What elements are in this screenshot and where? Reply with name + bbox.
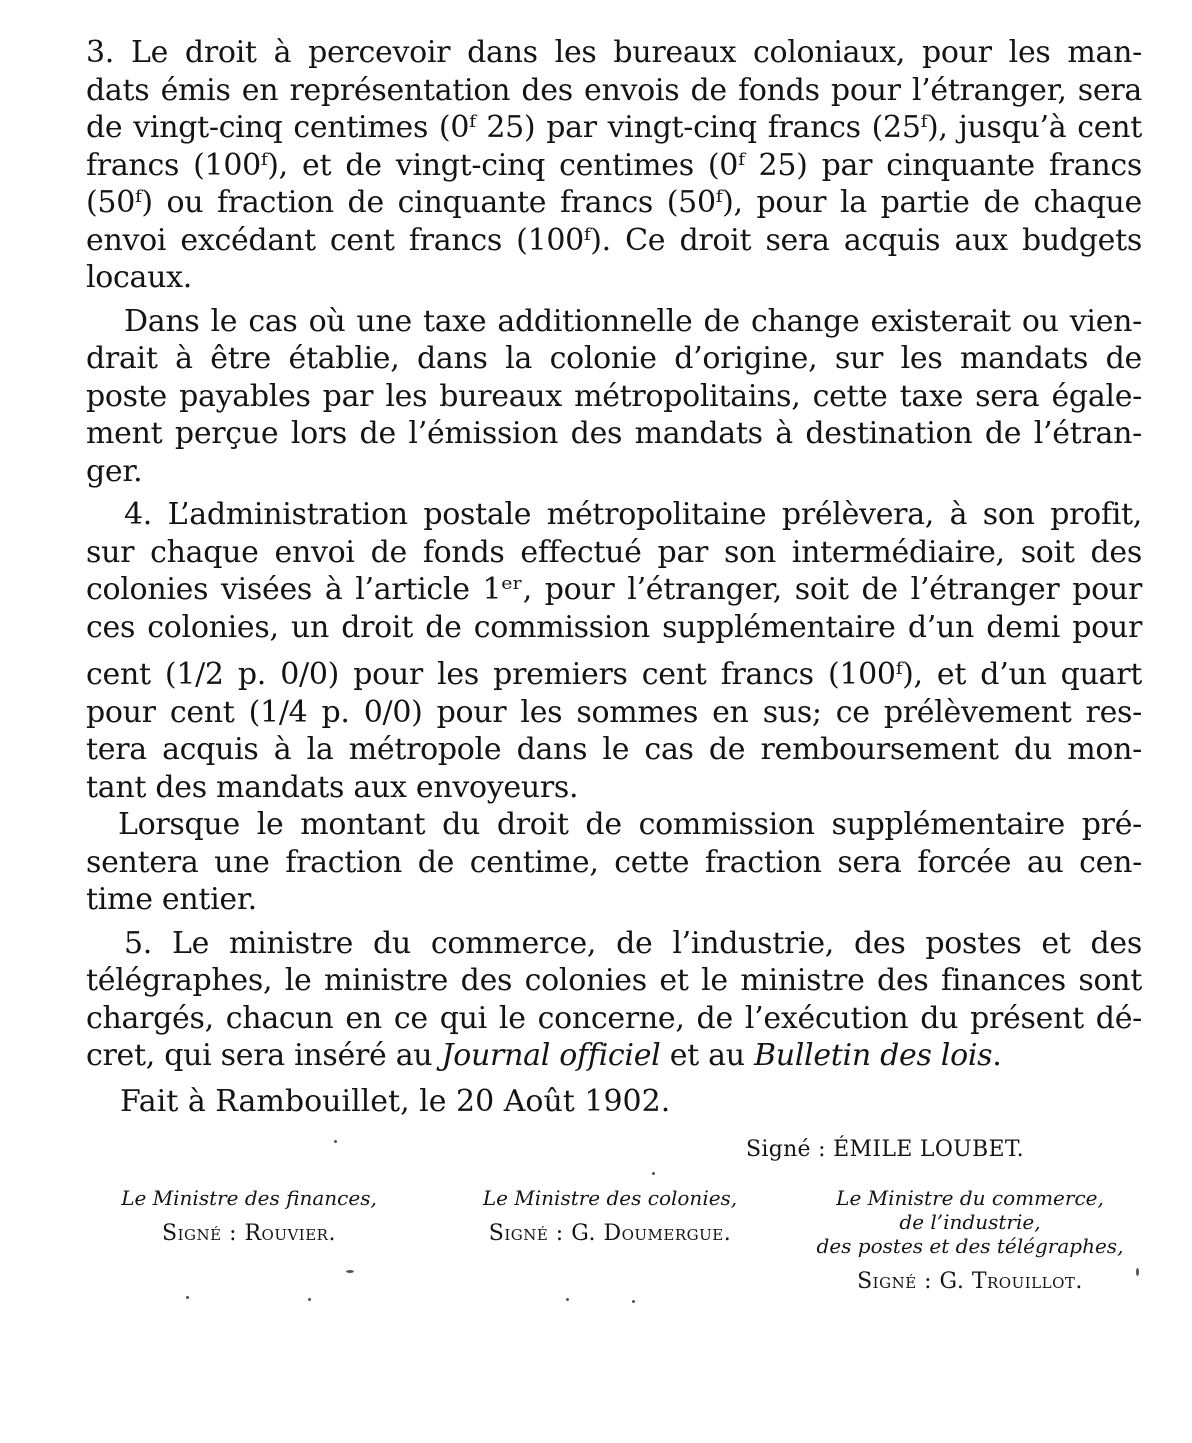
article-3-line: locaux. xyxy=(86,260,193,295)
article-4-line: tant des mandats aux envoyeurs. xyxy=(86,769,579,805)
article-3-line: envoi excédant cent francs (100ᶠ). Ce droit sera acquis aux budgets xyxy=(86,222,1142,258)
article-5-line xyxy=(86,1037,1142,1075)
paragraph-line: Lorsque le montant du droit de commission supplémentaire pré- xyxy=(118,807,1142,842)
signer-finances xyxy=(104,1186,394,1246)
article-4-line: cent (1/2 p. 0/0) pour les premiers cent francs (100ᶠ), et d’un quart xyxy=(86,657,1142,692)
signer-colonies xyxy=(460,1186,760,1246)
article-3-line: (50ᶠ) ou fraction de cinquante francs (50ᶠ), pour la partie de chaque xyxy=(86,185,1142,220)
decree-page xyxy=(86,34,1142,1120)
signer-role: Le Ministre du commerce, de l’industrie, des postes et des télégraphes, xyxy=(816,1186,1124,1258)
ink-speck xyxy=(566,1298,569,1301)
article-4-line: tera acquis à la métropole dans le cas de remboursement du mon- xyxy=(86,732,1142,767)
ink-speck xyxy=(308,1298,311,1301)
article-4-paragraph-2 xyxy=(86,806,1142,919)
paragraph-line: sentera une fraction de centime, cette fraction sera forcée au cen- xyxy=(86,844,1142,880)
text-span: cret, qui sera inséré au xyxy=(86,1038,442,1073)
president-signature: Signé : ÉMILE LOUBET. xyxy=(746,1137,1024,1162)
article-5 xyxy=(86,925,1142,1075)
paragraph-line: poste payables par les bureaux métropolitains, cette taxe sera égale- xyxy=(86,378,1142,414)
place-and-date: Fait à Rambouillet, le 20 Août 1902. xyxy=(120,1083,671,1119)
bulletin-des-lois-title: Bulletin des lois xyxy=(753,1038,993,1073)
article-4 xyxy=(86,496,1142,806)
article-4-line: colonies visées à l’article 1ᵉʳ, pour l’étranger, soit de l’étranger pour xyxy=(86,572,1142,607)
signer-role: Le Ministre des colonies, xyxy=(482,1186,738,1210)
paragraph-line: time entier. xyxy=(86,882,257,917)
article-3-line: dats émis en représentation des envois de fonds pour l’étranger, sera xyxy=(86,72,1142,108)
journal-officiel-title: Journal officiel xyxy=(441,1038,661,1073)
article-4-line: 4. L’administration postale métropolitaine prélèvera, à son profit, xyxy=(124,497,1142,532)
ink-speck xyxy=(186,1296,189,1299)
article-3-line: francs (100ᶠ), et de vingt-cinq centimes (0ᶠ 25) par cinquante francs xyxy=(86,147,1142,183)
ink-speck xyxy=(1136,1268,1139,1276)
article-5-line: chargés, chacun en ce qui le concerne, de l’exécution du présent dé- xyxy=(86,1000,1142,1036)
ink-speck xyxy=(346,1270,354,1273)
signer-signature: Signé : Rouvier. xyxy=(162,1221,336,1246)
article-5-line: 5. Le ministre du commerce, de l’industrie, des postes et des xyxy=(124,925,1142,961)
article-3 xyxy=(86,34,1142,297)
signer-commerce xyxy=(800,1186,1140,1294)
paragraph-line: drait à être établie, dans la colonie d’origine, sur les mandats de xyxy=(86,341,1142,376)
ink-speck xyxy=(334,1140,337,1143)
article-5-line: télégraphes, le ministre des colonies et le ministre des finances sont xyxy=(86,963,1142,998)
paragraph-line: ment perçue lors de l’émission des mandats à destination de l’étran- xyxy=(86,416,1142,451)
article-3-line: 3. Le droit à percevoir dans les bureaux coloniaux, pour les man- xyxy=(86,35,1142,70)
minister-signatures xyxy=(0,1186,1192,1326)
article-3-line: de vingt-cinq centimes (0ᶠ 25) par vingt-cinq francs (25ᶠ), jusqu’à cent xyxy=(86,110,1142,145)
signer-signature: Signé : G. Doumergue. xyxy=(488,1221,732,1246)
paragraph-line: ger. xyxy=(86,453,143,489)
article-4-line: sur chaque envoi de fonds effectué par son intermédiaire, soit des xyxy=(86,534,1142,570)
paragraph-line: Dans le cas où une taxe additionnelle de change existerait ou vien- xyxy=(124,303,1142,339)
text-span: . xyxy=(992,1038,1002,1073)
signer-role: Le Ministre des finances, xyxy=(121,1186,377,1210)
text-span: et au xyxy=(660,1038,754,1073)
signer-signature: Signé : G. Trouillot. xyxy=(857,1269,1083,1294)
ink-speck xyxy=(632,1300,635,1303)
ink-speck xyxy=(652,1172,655,1175)
article-3-paragraph-2 xyxy=(86,303,1142,491)
article-4-line: ces colonies, un droit de commission supplémentaire d’un demi pour xyxy=(86,609,1142,645)
article-4-line: pour cent (1/4 p. 0/0) pour les sommes en sus; ce prélèvement res- xyxy=(86,694,1142,730)
